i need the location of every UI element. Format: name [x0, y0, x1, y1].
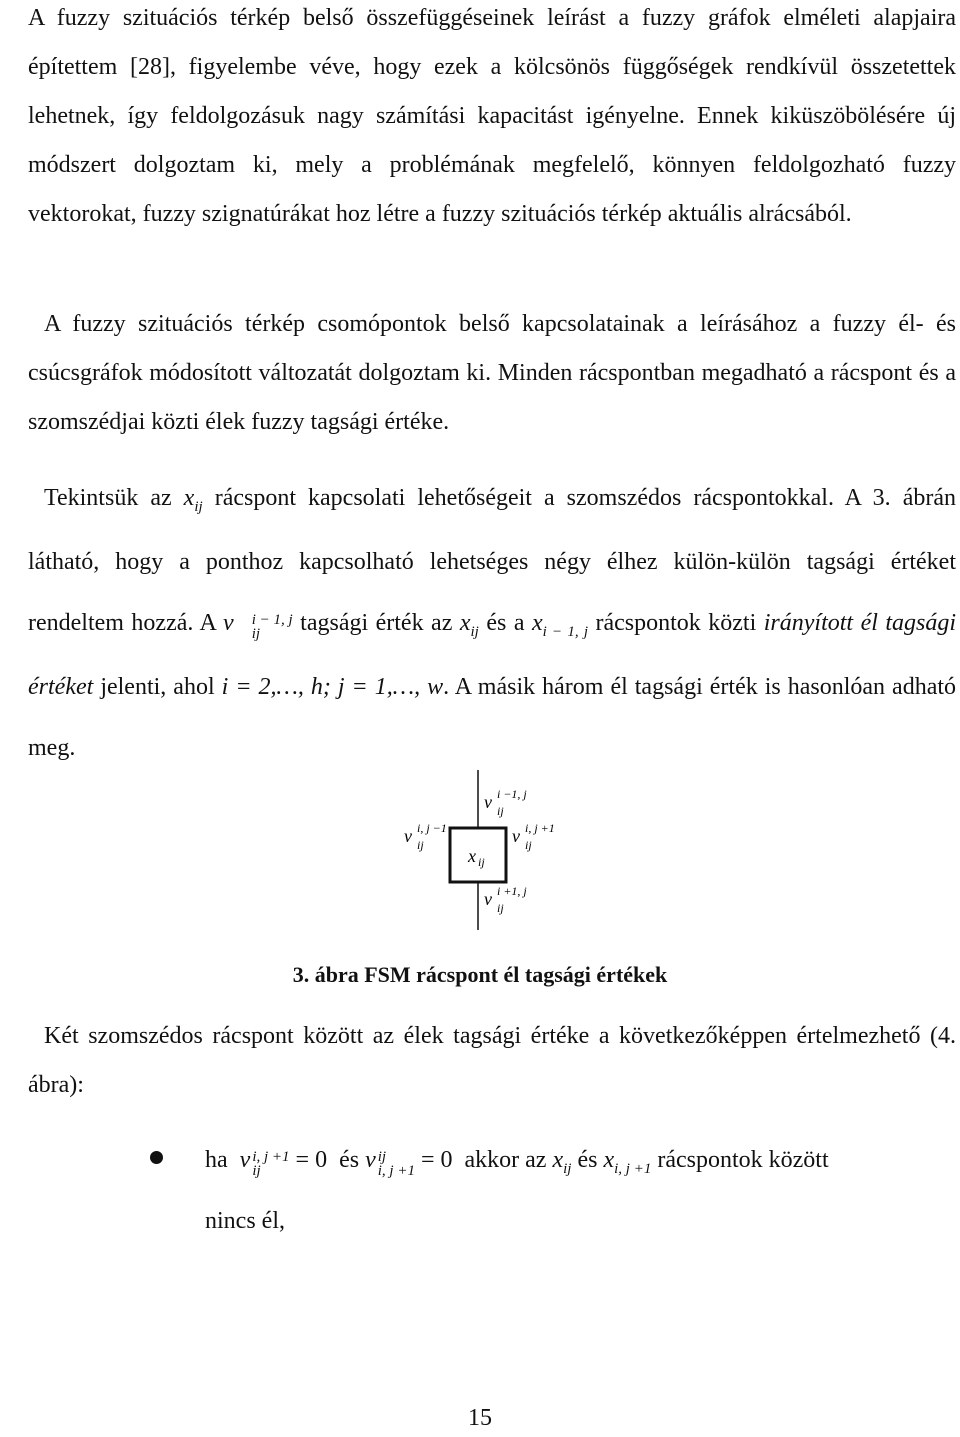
right-v-label: v: [512, 826, 520, 846]
center-x-sub: ij: [478, 855, 485, 869]
math-range: i = 2,…, h; j = 1,…, w: [221, 674, 444, 700]
left-v-sup: i, j −1: [417, 821, 447, 835]
lattice-point-diagram: [380, 770, 580, 930]
top-v-label: v: [484, 792, 492, 812]
left-v-label: v: [404, 826, 412, 846]
page-number: 15: [468, 1405, 492, 1431]
paragraph-2: A fuzzy szituációs térkép csomópontok belső kapcsolatainak a leírásához a fuzzy él- és csúcsgráfok módosított változatát dolgoztam ki. Minden rácspontban megadható a rácspont és a szomszédjai közti élek fuzzy tagsági értéke.: [28, 311, 956, 435]
bullet-dot-icon: [150, 1151, 163, 1164]
left-v-sub: ij: [417, 838, 424, 852]
top-v-sub: ij: [497, 804, 504, 818]
directed-edge-term: irányított él tagsági értéket: [28, 610, 957, 700]
bullet-item: ha v i, j +1 ij = 0 és v ij i, j +1 = 0 akkor az $x_{ij}$ és $x_{i, j +1}$ rácspontok között: [205, 1147, 829, 1179]
center-x-label: x: [468, 846, 476, 866]
paragraph-3: Tekintsük az $x_{ij}$ rácspont kapcsolati lehetőségeit a szomszédos rácspontokkal. A 3. ábrán látható, hogy a ponthoz kapcsolható lehetséges négy élhez külön-külön tagsági értéket rendeltem hozzá. A v i − 1, j ij tagsági érték az $x_{ij}$ és a $x_{i - 1, j}$ rácspontok közti irányított él tagsági értéket jelenti, ahol i = 2,…, h; j = 1,…, w. A másik három él tagsági érték is hasonlóan adható meg.: [28, 485, 957, 761]
right-v-sup: i, j +1: [525, 821, 555, 835]
bullet-continuation: nincs él,: [205, 1208, 285, 1234]
bottom-v-sub: ij: [497, 901, 504, 915]
math-v-up: v i − 1, j ij: [223, 610, 293, 642]
math-x-ij-2: $x_{ij}$: [459, 610, 479, 640]
right-v-sub: ij: [525, 838, 532, 852]
bottom-v-sup: i +1, j: [497, 884, 527, 898]
figure-caption: 3. ábra FSM rácspont él tagsági értékek: [292, 962, 668, 987]
math-x-up: $x_{i - 1, j}$: [531, 610, 589, 640]
top-v-sup: i −1, j: [497, 787, 527, 801]
bottom-v-label: v: [484, 889, 492, 909]
math-x-ij: $x_{ij}$: [183, 485, 203, 515]
paragraph-1: A fuzzy szituációs térkép belső összefüggéseinek leírást a fuzzy gráfok elméleti alapjaira építettem [28], figyelembe véve, hogy ezek a kölcsönös függőségek rendkívül összetettek lehetnek, így feldolgozásuk nagy számítási kapacitást igényelne. Ennek kiküszöbölésére új módszert dolgoztam ki, mely a problémának megfelelő, könnyen feldolgozható fuzzy vektorokat, fuzzy szignatúrákat hoz létre a fuzzy szituációs térkép aktuális alrácsából.: [28, 5, 956, 227]
paragraph-4: Két szomszédos rácspont között az élek tagsági értéke a következőképpen értelmezhető (4. ábra):: [28, 1023, 956, 1098]
